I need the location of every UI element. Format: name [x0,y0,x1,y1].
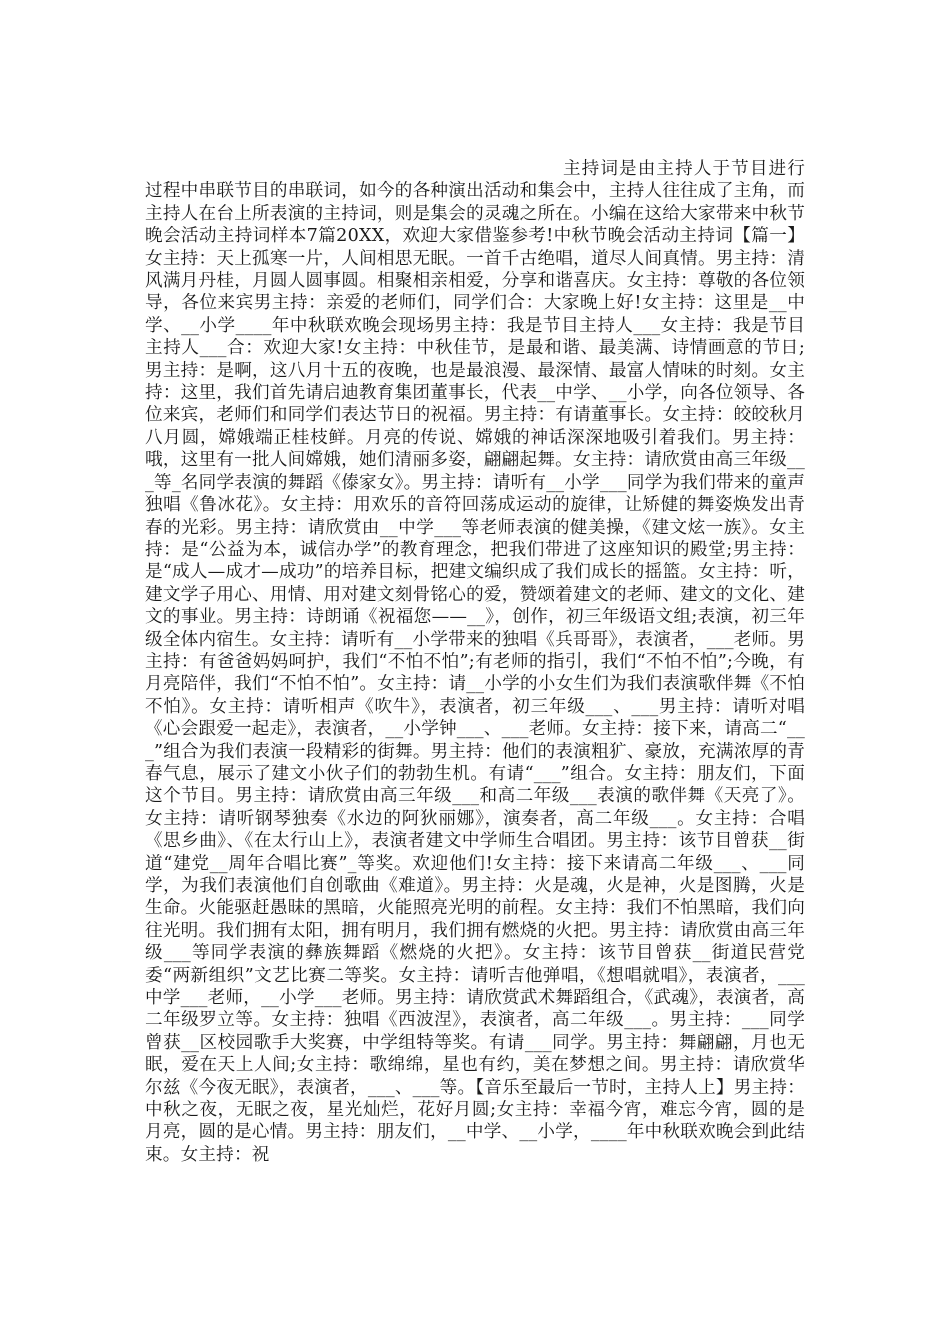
body-paragraph: 主持词是由主持人于节目进行过程中串联节目的串联词，如今的各种演出活动和集会中，主持人往往成了主角，而主持人在台上所表演的主持词，则是集会的灵魂之所在。小编在这给大家带来中秋节晚会活动主持词样本7篇20XX，欢迎大家借鉴参考!中秋节晚会活动主持词【篇一】女主持：天上孤寒一片，人间相思无眠。一首千古绝唱，道尽人间真情。男主持：清风满月丹桂，月圆人圆事圆。相聚相亲相爱，分享和谐喜庆。女主持：尊敬的各位领导，各位来宾男主持：亲爱的老师们，同学们合：大家晚上好!女主持：这里是__中学、__小学____年中秋联欢晚会现场男主持：我是节目主持人___女主持：我是节目主持人___合：欢迎大家!女主持：中秋佳节，是最和谐、最美满、诗情画意的节日;男主持：是啊，这八月十五的夜晚，也是最浪漫、最深情、最富人情味的时刻。女主持：这里，我们首先请启迪教育集团董事长，代表__中学、__小学，向各位领导、各位来宾，老师们和同学们表达节日的祝福。男主持：有请董事长。女主持：皎皎秋月八月圆，嫦娥端正桂枝鲜。月亮的传说、嫦娥的神话深深地吸引着我们。男主持：哦，这里有一批人间嫦娥，她们清丽多姿，翩翩起舞。女主持：请欣赏由高三年级___等_名同学表演的舞蹈《傣家女》。男主持：请听有__小学___同学为我们带来的童声独唱《鲁冰花》。女主持：用欢乐的音符回荡成运动的旋律，让矫健的舞姿焕发出青春的光彩。男主持：请欣赏由__中学___等老师表演的健美操，《建文炫一族》。女主持：是“公益为本，诚信办学”的教育理念，把我们带进了这座知识的殿堂;男主持：是“成人—成才—成功”的培养目标，把建文编织成了我们成长的摇篮。女主持：听，建文学子用心、用情、用对建文刻骨铭心的爱，赞颂着建文的老师、建文的文化、建文的事业。男主持：诗朗诵《祝福您——__》，创作，初三年级语文组;表演，初三年级全体内宿生。女主持：请听有__小学带来的独唱《兵哥哥》，表演者，___老师。男主持：有爸爸妈妈呵护，我们“不怕不怕”;有老师的指引，我们“不怕不怕”;今晚，有月亮陪伴，我们“不怕不怕”。女主持：请__小学的小女生们为我们表演歌伴舞《不怕不怕》。女主持：请听相声《吹牛》，表演者，初三年级___、___男主持：请听对唱《心会跟爱一起走》，表演者，__小学钟___、___老师。女主持：接下来，请高二“___”组合为我们表演一段精彩的街舞。男主持：他们的表演粗犷、豪放，充满浓厚的青春气息，展示了建文小伙子们的勃勃生机。有请“___”组合。女主持：朋友们，下面这个节目。男主持：请欣赏由高三年级___和高二年级___表演的歌伴舞《天亮了》。女主持：请听钢琴独奏《水边的阿狄丽娜》，演奏者，高二年级___。女主持：合唱《思乡曲》、《在太行山上》，表演者建文中学师生合唱团。男主持：该节目曾获__街道“建党__周年合唱比赛”_等奖。欢迎他们!女主持：接下来请高二年级___、___同学，为我们表演他们自创歌曲《难道》。男主持：火是魂，火是神，火是图腾，火是生命。火能驱赶愚昧的黑暗，火能照亮光明的前程。女主持：我们不怕黑暗，我们向往光明。我们拥有太阳，拥有明月，我们拥有燃烧的火把。男主持：请欣赏由高三年级___等同学表演的彝族舞蹈《燃烧的火把》。女主持：该节目曾获__街道民营党委“两新组织”文艺比赛二等奖。女主持：请听吉他弹唱，《想唱就唱》，表演者，___中学___老师，__小学___老师。男主持：请欣赏武术舞蹈组合，《武魂》，表演者，高二年级罗立等。女主持：独唱《西波涅》，表演者，高二年级___。男主持：___同学曾获__区校园歌手大奖赛，中学组特等奖。有请___同学。男主持：舞翩翩，月也无眠，爱在天上人间;女主持：歌绵绵，星也有约，美在梦想之间。男主持：请欣赏华尔兹《今夜无眠》，表演者，___、___等。【音乐至最后一节时，主持人上】男主持：中秋之夜，无眠之夜，星光灿烂，花好月圆;女主持：幸福今宵，难忘今宵，圆的是月亮，圆的是心情。男主持：朋友们，__中学、__小学，____年中秋联欢晚会到此结束。女主持：祝 [145,159,805,1165]
document-page [145,158,805,1166]
